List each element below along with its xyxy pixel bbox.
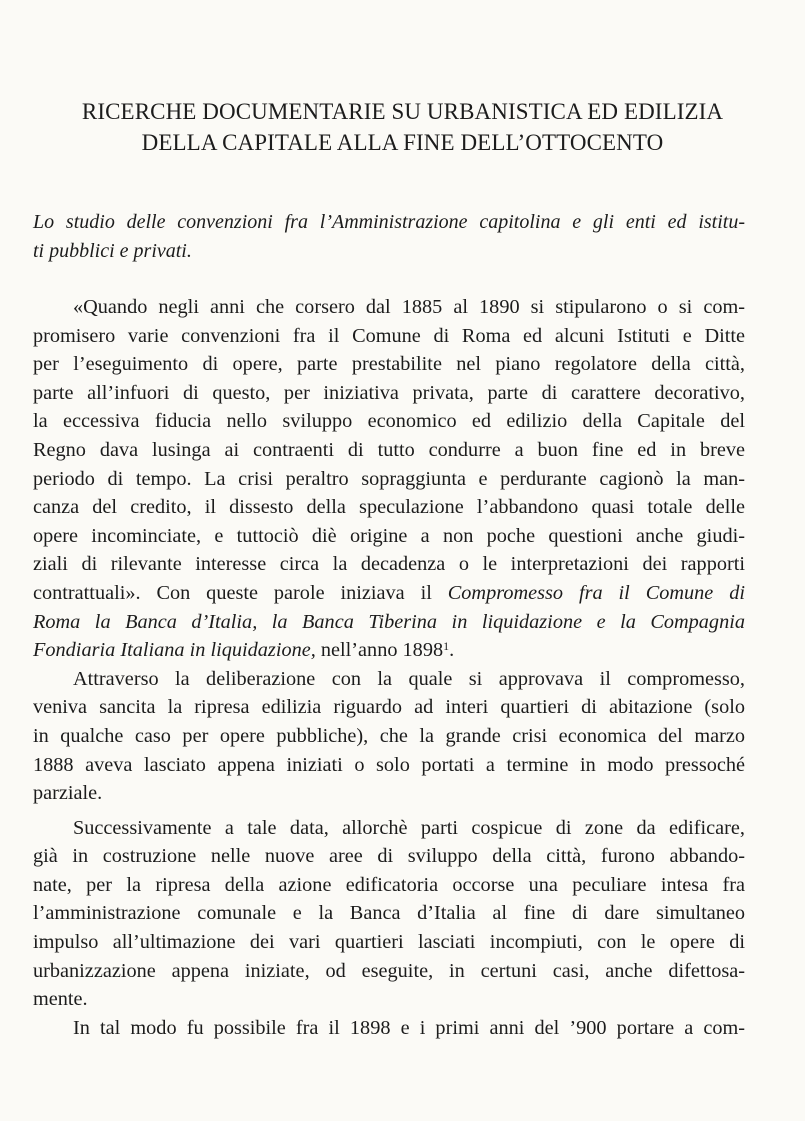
paragraph-line: [33, 636, 745, 665]
paragraph-line: già in costruzione nelle nuove aree di sviluppo della città, furono abbando-: [33, 845, 745, 868]
page-title: [40, 96, 765, 158]
footnote-ref: 1: [443, 639, 450, 654]
paragraph-line: canza del credito, il dissesto della speculazione l’abbandono quasi totale delle: [33, 496, 745, 519]
paragraph-1: [33, 293, 745, 665]
paragraph-line: 1888 aveva lasciato appena iniziati o solo portati a termine in modo pressoché: [33, 753, 745, 776]
paragraph-2: [33, 665, 745, 808]
body-text: [33, 293, 745, 1042]
citation-title: Roma la Banca d’Italia, la Banca Tiberina in liquidazione e la Compagnia: [33, 610, 745, 633]
paragraph-line: veniva sancita la ripresa edilizia riguardo ad interi quartieri di abitazione (solo: [33, 696, 745, 719]
paragraph-line: in qualche caso per opere pubbliche), che la grande crisi economica del marzo: [33, 724, 745, 747]
paragraph-line: In tal modo fu possibile fra il 1898 e i primi anni del ’900 portare a com-: [73, 1016, 745, 1039]
paragraph-line: ziali di rilevante interesse circa la decadenza o le interpretazioni dei rapporti: [33, 553, 745, 576]
paragraph-line: Attraverso la deliberazione con la quale si approvava il compromesso,: [73, 667, 745, 690]
plain-text: nell’anno 1898: [315, 639, 444, 662]
paragraph-line: Successivamente a tale data, allorchè parti cospicue di zone da edificare,: [73, 816, 745, 839]
title-line-1: RICERCHE DOCUMENTARIE SU URBANISTICA ED EDILIZIA: [81, 99, 724, 124]
paragraph-line: urbanizzazione appena iniziate, od eseguite, in certuni casi, anche difettosa-: [33, 959, 745, 982]
paragraph-line: «Quando negli anni che corsero dal 1885 al 1890 si stipularono o si com-: [73, 296, 745, 318]
paragraph-line: impulso all’ultimazione dei vari quartieri lasciati incompiuti, con le opere di: [33, 931, 745, 954]
paragraph-line: parziale.: [33, 782, 103, 805]
citation-title: Compromesso fra il Comune di: [447, 581, 745, 604]
paragraph-line: nate, per la ripresa della azione edificatoria occorse una peculiare intesa fra: [33, 873, 745, 896]
subtitle-line-1: Lo studio delle convenzioni fra l’Amministrazione capitolina e gli enti ed istitu-: [33, 211, 745, 233]
paragraph-line: la eccessiva fiducia nello sviluppo economico ed edilizio della Capitale del: [33, 410, 745, 433]
paragraph-4: [33, 1014, 745, 1043]
section-subtitle: [33, 208, 745, 265]
paragraph-line: mente.: [33, 988, 88, 1011]
paragraph-line: [33, 579, 745, 608]
paragraph-line: l’amministrazione comunale e la Banca d’Italia al fine di dare simultaneo: [33, 902, 745, 925]
paragraph-line: per l’eseguimento di opere, parte prestabilite nel piano regolatore della città,: [33, 353, 745, 376]
plain-text: contrattuali». Con queste parole iniziava il: [33, 581, 448, 604]
title-line-2: DELLA CAPITALE ALLA FINE DELL’OTTOCENTO: [141, 130, 664, 155]
paragraph-3: [33, 814, 745, 1014]
paragraph-line: periodo di tempo. La crisi peraltro sopraggiunta e perdurante cagionò la man-: [33, 467, 745, 490]
paragraph-line: promisero varie convenzioni fra il Comune di Roma ed alcuni Istituti e Ditte: [33, 324, 745, 347]
paragraph-line: opere incominciate, e tuttociò diè origine a non poche questioni anche giudi-: [33, 524, 745, 547]
citation-title: Fondiaria Italiana in liquidazione,: [33, 639, 316, 662]
plain-text: .: [449, 639, 455, 662]
paragraph-line: Regno dava lusinga ai contraenti di tutto condurre a buon fine ed in breve: [33, 438, 745, 461]
subtitle-line-2: ti pubblici e privati.: [33, 239, 192, 262]
paragraph-line: parte all’infuori di questo, per iniziativa privata, parte di carattere decorativo,: [33, 381, 745, 404]
